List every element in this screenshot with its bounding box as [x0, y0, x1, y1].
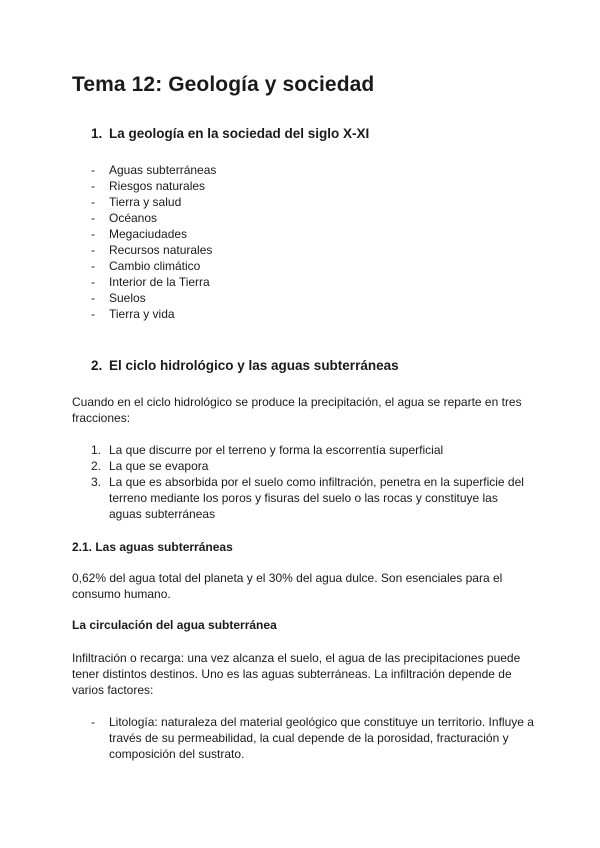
fractions-list [91, 442, 531, 522]
list-item: - Océanos [91, 210, 216, 226]
list-item: - Tierra y vida [91, 306, 216, 322]
list-item: - Megaciudades [91, 226, 216, 242]
list-item: - Riesgos naturales [91, 178, 216, 194]
subsection-2-1-heading: 2.1. Las aguas subterráneas [72, 540, 233, 554]
section-1-number: 1. [91, 126, 103, 141]
list-item: - Cambio climático [91, 258, 216, 274]
litologia-text: Litología: naturaleza del material geológico que constituye un territorio. Influye a través de su permeabilidad, la cual depende de la porosidad, fracturación y composición del sustrato. [109, 715, 534, 761]
section-2-number: 2. [91, 358, 103, 373]
section-2-intro: Cuando en el ciclo hidrológico se produce la precipitación, el agua se reparte en tres fracciones: [72, 395, 522, 425]
circulation-heading: La circulación del agua subterránea [72, 618, 277, 632]
circulation-text: Infiltración o recarga: una vez alcanza el suelo, el agua de las precipitaciones puede tener distintos destinos. Uno es las aguas subterráneas. La infiltración depende de varios factores: [72, 651, 521, 697]
section-1-heading [91, 126, 369, 141]
section-1-title: La geología en la sociedad del siglo X-XI [109, 126, 370, 141]
list-text: La que se evapora [109, 459, 209, 473]
section-2-heading [91, 358, 399, 373]
list-item: - Tierra y salud [91, 194, 216, 210]
section-2-title: El ciclo hidrológico y las aguas subterráneas [109, 358, 399, 373]
list-item: - Suelos [91, 290, 216, 306]
list-number: 2. [91, 459, 102, 473]
subsection-2-1-text: 0,62% del agua total del planeta y el 30% del agua dulce. Son esenciales para el consumo humano. [72, 571, 503, 601]
list-text: La que discurre por el terreno y forma la escorrentía superficial [109, 443, 444, 457]
list-item: - Recursos naturales [91, 242, 216, 258]
list-item [91, 474, 531, 522]
list-text: La que es absorbida por el suelo como infiltración, penetra en la superficie del terreno mediante los poros y fisuras del suelo o las rocas y constituye las aguas subterráneas [109, 475, 524, 521]
topics-list [91, 162, 216, 322]
list-number: 3. [91, 475, 102, 489]
litologia-item [91, 714, 549, 762]
list-number: 1. [91, 443, 102, 457]
list-item [91, 442, 531, 458]
list-item: - Aguas subterráneas [91, 162, 216, 178]
list-item: - Interior de la Tierra [91, 274, 216, 290]
bullet-dash: - [91, 715, 95, 729]
page-title: Tema 12: Geología y sociedad [72, 73, 375, 96]
list-item [91, 458, 531, 474]
